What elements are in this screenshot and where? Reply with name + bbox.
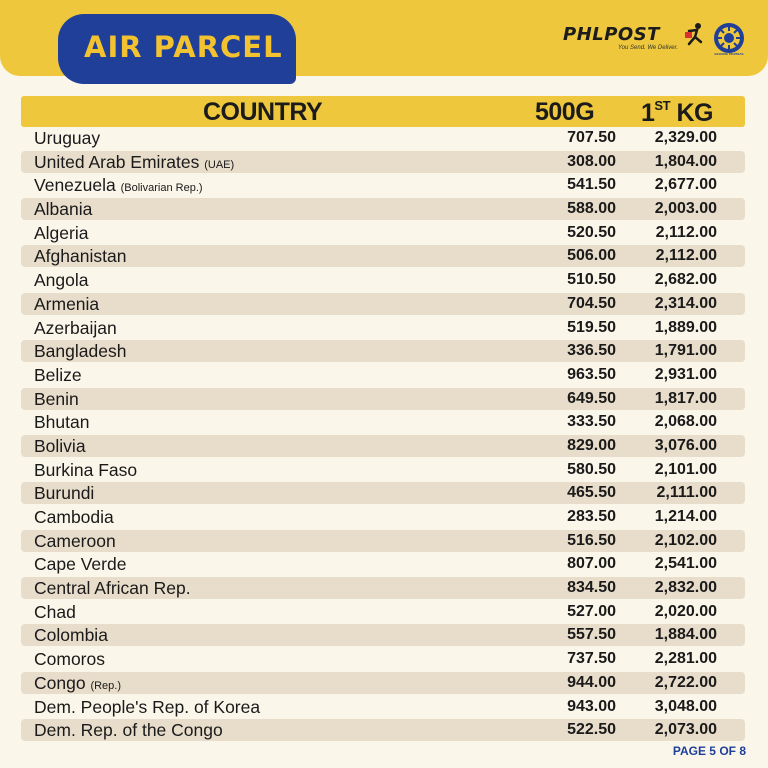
rate-500g: 943.00 (567, 697, 616, 715)
table-row (21, 174, 745, 196)
government-seal-icon (712, 21, 746, 55)
rate-1st-kg: 2,101.00 (654, 460, 717, 478)
table-row (21, 364, 745, 386)
rate-1st-kg: 2,073.00 (654, 721, 717, 739)
country-name: Venezuela (Bolivarian Rep.) (34, 175, 203, 196)
rate-500g: 580.50 (567, 460, 616, 478)
rate-500g: 944.00 (567, 673, 616, 691)
country-note: (Rep.) (90, 679, 122, 692)
rate-1st-kg: 1,817.00 (654, 389, 717, 407)
country-name: Dem. People's Rep. of Korea (34, 696, 261, 717)
country-name: Colombia (34, 625, 108, 646)
phlpost-logo (563, 24, 709, 60)
rate-500g: 506.00 (567, 247, 616, 265)
rate-500g: 704.50 (567, 294, 616, 312)
country-name: Algeria (34, 222, 89, 243)
runner-logo-icon (683, 22, 705, 46)
rate-500g: 737.50 (567, 650, 616, 668)
country-name: Angola (34, 270, 89, 291)
rate-1st-kg: 2,003.00 (654, 200, 717, 218)
country-name: Bhutan (34, 412, 90, 433)
country-name: Uruguay (34, 128, 101, 148)
rate-500g: 557.50 (567, 626, 616, 644)
rate-1st-kg: 2,111.00 (656, 484, 717, 502)
table-row (21, 648, 745, 670)
rate-500g: 510.50 (567, 271, 616, 289)
rate-1st-kg: 2,020.00 (654, 602, 717, 620)
rate-1st-kg: 2,102.00 (654, 531, 717, 549)
table-row (21, 411, 745, 433)
rate-1st-kg: 2,677.00 (654, 176, 717, 194)
table-row (21, 530, 745, 552)
table-row (21, 719, 745, 741)
rate-1st-kg: 2,281.00 (654, 650, 717, 668)
rate-500g: 807.00 (567, 555, 616, 573)
rate-1st-kg: 1,889.00 (654, 318, 717, 336)
rate-500g: 527.00 (567, 602, 616, 620)
rate-1st-kg: 1,214.00 (654, 508, 717, 525)
column-header-500g: 500G (535, 98, 595, 126)
country-name: Comoros (34, 649, 105, 670)
rate-500g: 649.50 (567, 389, 616, 407)
table-body (21, 127, 745, 741)
country-name: Burkina Faso (34, 459, 138, 480)
country-name: Benin (34, 388, 79, 409)
country-name: Bolivia (34, 435, 86, 456)
rate-1st-kg: 3,048.00 (654, 697, 717, 715)
country-name: Afghanistan (34, 246, 127, 267)
rate-500g: 333.50 (567, 413, 616, 431)
table-row (21, 553, 745, 575)
rate-500g: 707.50 (567, 129, 616, 146)
rate-500g: 308.00 (567, 152, 616, 170)
rate-500g: 834.50 (567, 579, 616, 597)
table-row (21, 459, 745, 481)
table-row (21, 696, 745, 718)
country-name: Albania (34, 199, 93, 220)
country-note: (UAE) (204, 158, 235, 171)
rate-1st-kg: 2,722.00 (654, 673, 717, 691)
table-row (21, 601, 745, 623)
country-name: Belize (34, 364, 82, 385)
country-name: Azerbaijan (34, 317, 117, 338)
rate-1st-kg: 1,791.00 (654, 342, 717, 360)
table-header (21, 96, 745, 127)
rate-1st-kg: 2,541.00 (654, 555, 717, 573)
rate-1st-kg: 2,112.00 (655, 223, 717, 241)
table-row (21, 245, 745, 267)
rate-1st-kg: 2,682.00 (654, 271, 717, 289)
table-row (21, 435, 745, 457)
country-note: (Bolivarian Rep.) (120, 182, 203, 195)
brand-tagline: You Send. We Deliver. (618, 45, 679, 51)
rate-500g: 465.50 (567, 484, 616, 502)
table-row (21, 577, 745, 599)
rate-1st-kg: 2,329.00 (654, 129, 717, 146)
brand-wordmark: PHLPOST (563, 24, 660, 45)
table-row (21, 151, 745, 173)
rate-500g: 963.50 (567, 365, 616, 383)
rate-500g: 541.50 (567, 176, 616, 194)
country-name: Bangladesh (34, 341, 127, 362)
country-name: Armenia (34, 293, 100, 314)
rate-500g: 588.00 (567, 200, 616, 218)
table-row (21, 340, 745, 362)
table-row (21, 506, 745, 528)
rate-1st-kg: 2,112.00 (655, 247, 717, 265)
rate-500g: 519.50 (567, 318, 616, 336)
rate-1st-kg: 2,832.00 (654, 579, 717, 597)
rate-1st-kg: 3,076.00 (654, 436, 717, 454)
rate-1st-kg: 1,804.00 (654, 152, 717, 170)
country-name: Central African Rep. (34, 578, 191, 599)
rate-500g: 516.50 (567, 531, 616, 549)
rate-500g: 520.50 (567, 223, 616, 241)
table-row (21, 198, 745, 220)
rate-500g: 336.50 (567, 342, 616, 360)
table-row (21, 624, 745, 646)
rate-1st-kg: 1,884.00 (654, 626, 717, 644)
table-row (21, 127, 745, 149)
table-row (21, 672, 745, 694)
country-name: Chad (34, 601, 76, 622)
country-name: Cape Verde (34, 554, 127, 575)
column-header-1st-kg: 1ST KG (641, 98, 713, 127)
rate-1st-kg: 2,931.00 (654, 365, 717, 383)
country-name: Cambodia (34, 507, 114, 527)
country-name: United Arab Emirates (UAE) (34, 151, 235, 172)
country-name: Congo (Rep.) (34, 672, 122, 693)
rate-500g: 283.50 (567, 508, 616, 525)
table-row (21, 317, 745, 339)
rate-500g: 829.00 (567, 436, 616, 454)
page-indicator: PAGE 5 OF 8 (672, 744, 746, 758)
table-row (21, 269, 745, 291)
table-row (21, 482, 745, 504)
rate-500g: 522.50 (567, 721, 616, 739)
table-row (21, 222, 745, 244)
rate-1st-kg: 2,314.00 (654, 294, 717, 312)
country-name: Dem. Rep. of the Congo (34, 720, 223, 741)
page-title: AIR PARCEL (84, 30, 283, 64)
table-row (21, 293, 745, 315)
seal-caption: BAGONG PILIPINAS (714, 52, 744, 56)
country-name: Cameroon (34, 530, 116, 551)
table-row (21, 388, 745, 410)
rate-1st-kg: 2,068.00 (654, 413, 717, 431)
column-header-country: COUNTRY (203, 98, 323, 126)
rate-table (21, 96, 745, 741)
country-name: Burundi (34, 483, 95, 504)
